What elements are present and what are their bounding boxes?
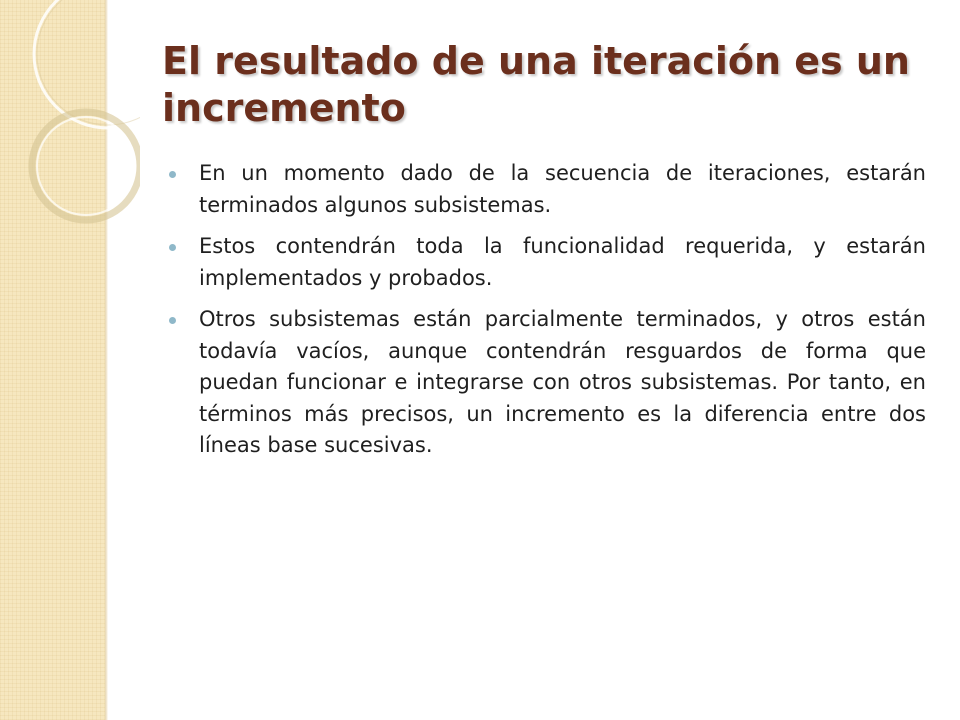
bullet-dot-icon — [169, 244, 176, 251]
bullet-item — [166, 231, 926, 294]
bullet-list — [166, 158, 926, 472]
decorative-ring-small — [32, 112, 140, 220]
bullet-text: Otros subsistemas están parcialmente terminados, y otros están todavía vacíos, aunque contendrán resguardos de forma que puedan funcionar e integrarse con otros subsistemas. Por tanto, en términos más precisos, un incremento es la diferencia entre dos líneas base sucesivas. — [199, 307, 926, 457]
decorative-rings-graphic — [0, 0, 140, 240]
bullet-text: Estos contendrán toda la funcionalidad requerida, y estarán implementados y probados. — [199, 234, 926, 290]
bullet-text: En un momento dado de la secuencia de iteraciones, estarán terminados algunos subsistemas. — [199, 161, 926, 217]
decorative-ring-large-inner — [37, 0, 140, 125]
bullet-dot-icon — [169, 317, 176, 324]
slide-title: El resultado de una iteración es un incremento — [162, 39, 910, 130]
bullet-dot-icon — [169, 171, 176, 178]
bullet-item — [166, 304, 926, 462]
bullet-item — [166, 158, 926, 221]
decorative-ring-small-highlight — [37, 117, 135, 215]
